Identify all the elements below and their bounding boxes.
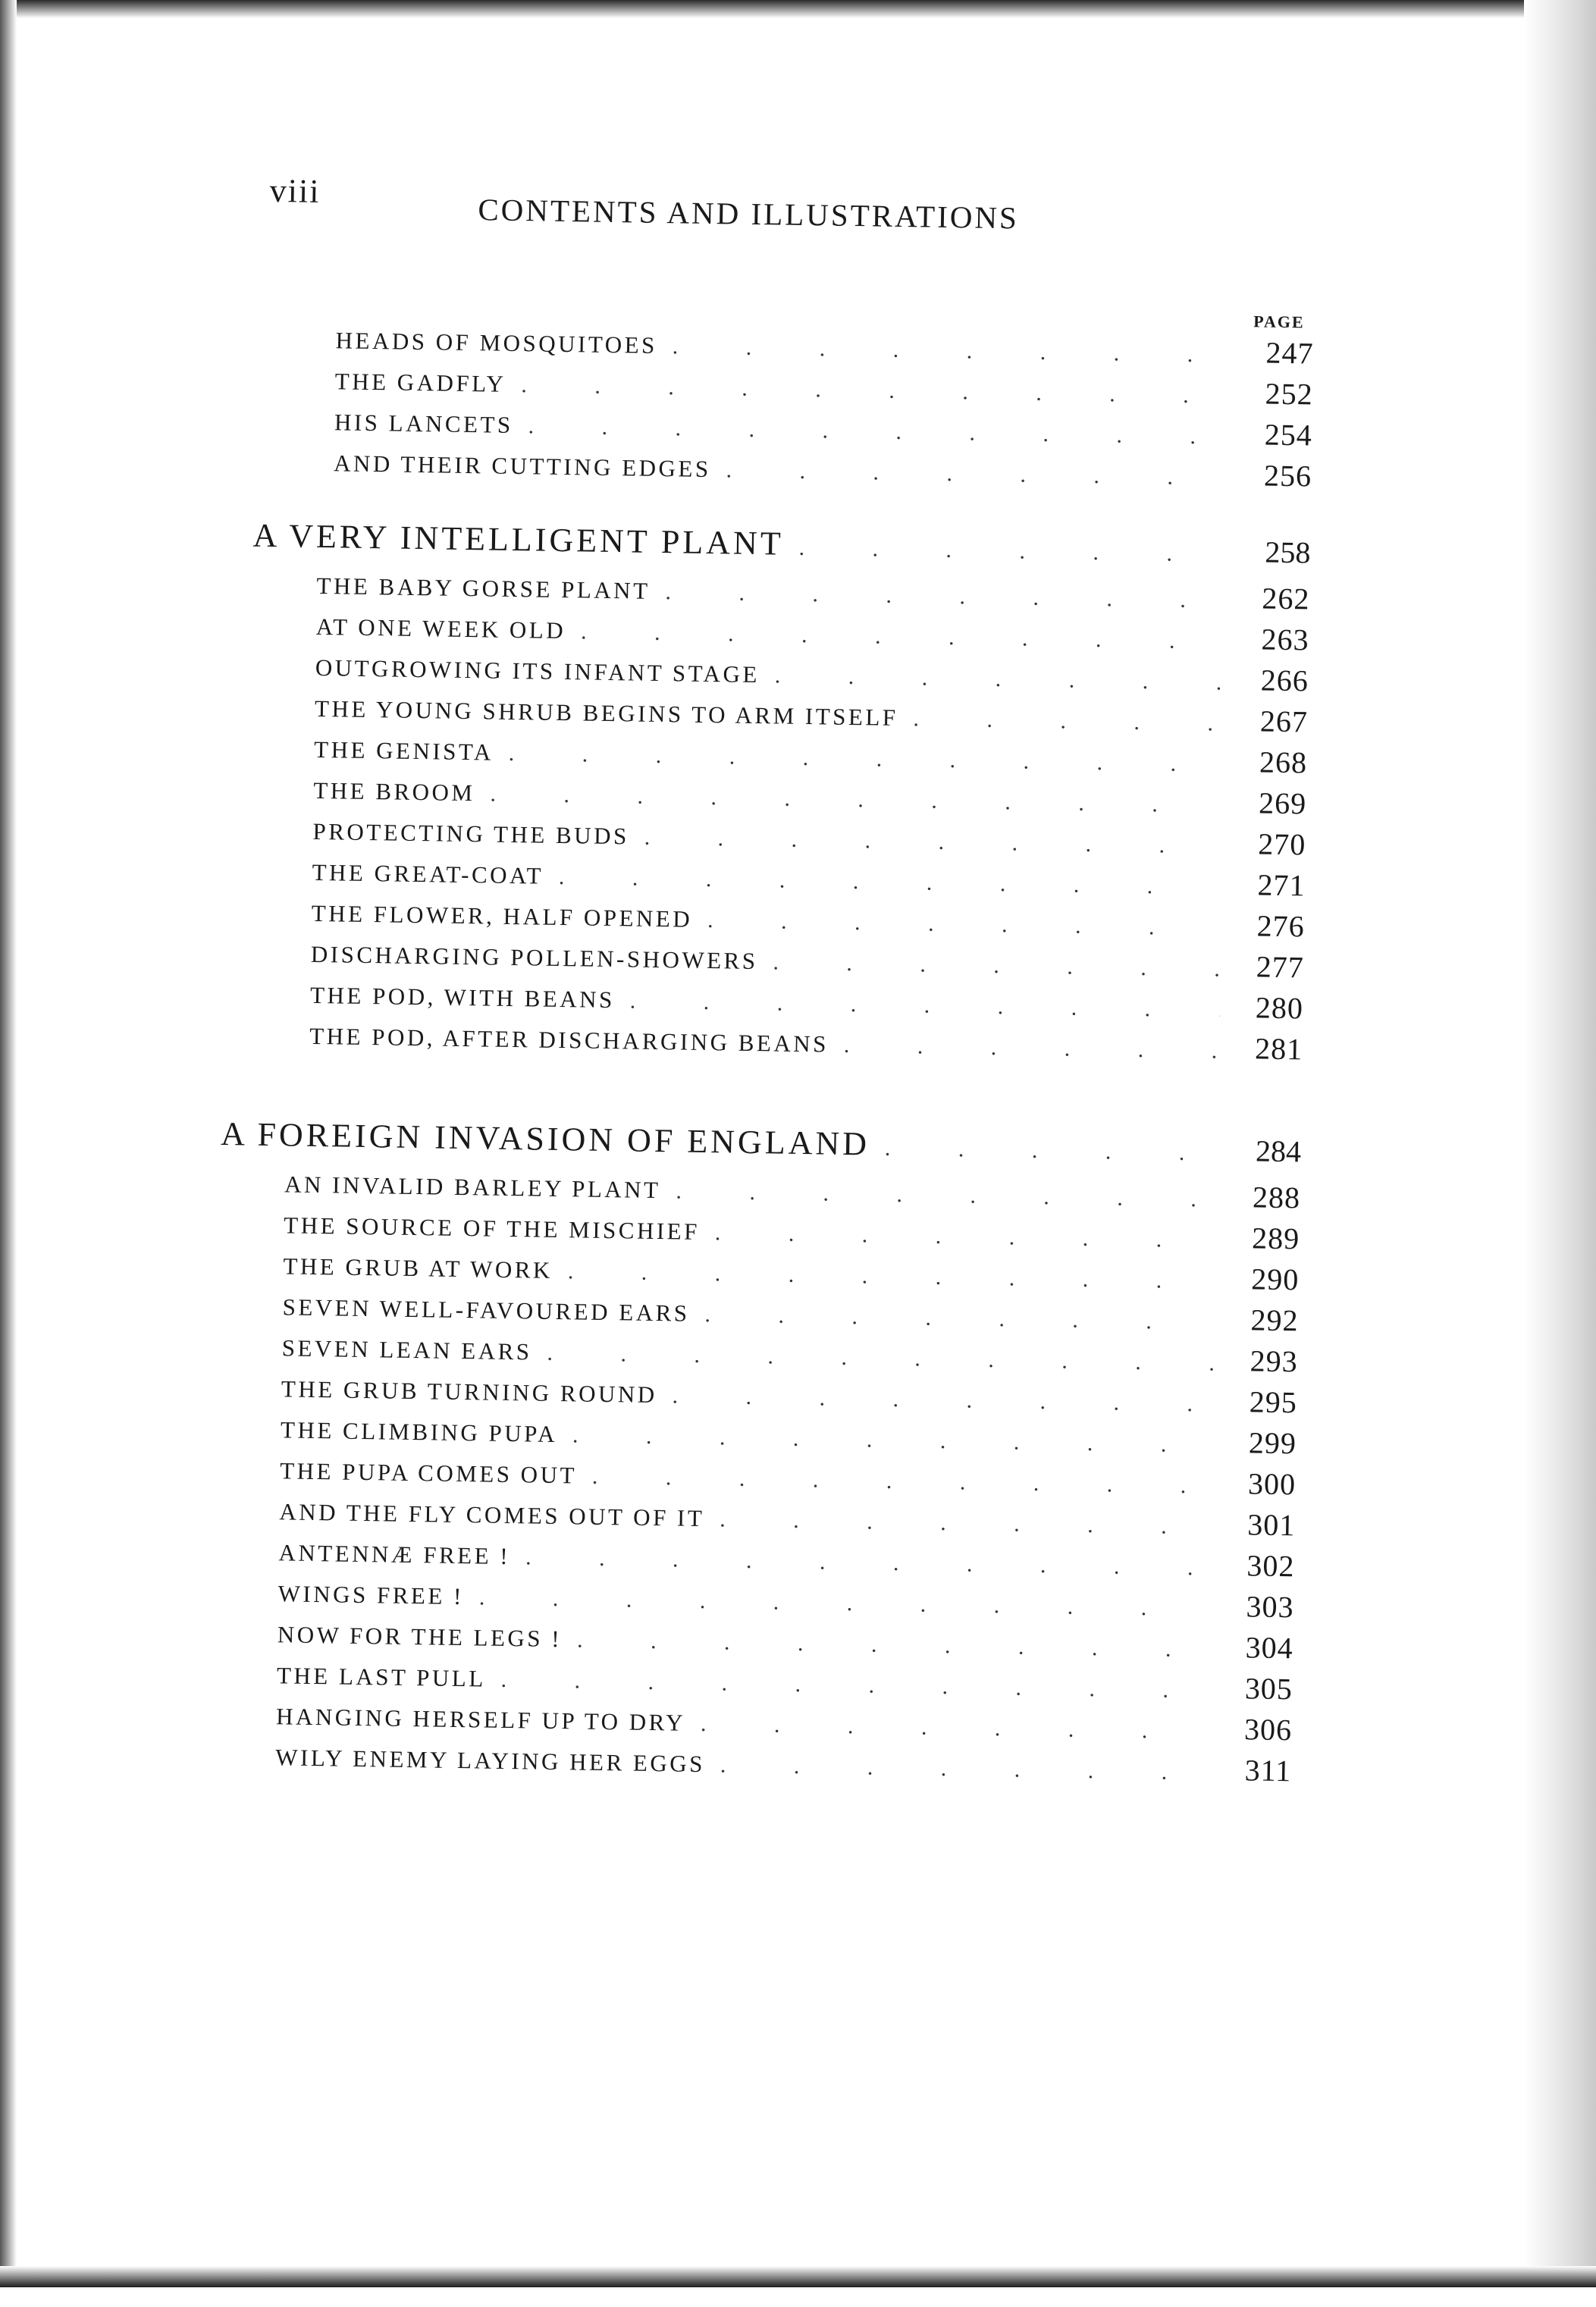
toc-entry-page: 290 bbox=[1251, 1262, 1300, 1297]
toc-entry-label: THE BABY GORSE PLANT bbox=[316, 572, 651, 604]
toc-entry-page: 262 bbox=[1262, 581, 1310, 616]
toc-entry-label: THE LAST PULL bbox=[276, 1662, 486, 1692]
toc-entry-label: THE GRUB AT WORK bbox=[283, 1252, 553, 1284]
toc-entry-page: 300 bbox=[1247, 1466, 1297, 1502]
toc-entry-label: THE GADFLY bbox=[334, 368, 506, 397]
toc-entry-page: 295 bbox=[1249, 1384, 1298, 1420]
toc-entry-page: 303 bbox=[1246, 1589, 1294, 1625]
toc-entry-page: 280 bbox=[1255, 990, 1304, 1026]
toc-section-title: A VERY INTELLIGENT PLANT bbox=[252, 516, 785, 563]
toc-section-foreign-invasion bbox=[211, 1114, 1302, 1794]
toc-entry-page: 269 bbox=[1258, 785, 1307, 821]
toc-entry-page: 299 bbox=[1248, 1425, 1297, 1461]
dot-leader bbox=[592, 1464, 1213, 1500]
toc-entry-label: NOW FOR THE LEGS ! bbox=[277, 1621, 563, 1653]
dot-leader bbox=[720, 1752, 1209, 1785]
toc-entry-label: THE PUPA COMES OUT bbox=[279, 1457, 578, 1489]
dot-leader bbox=[720, 1506, 1212, 1540]
dot-leader bbox=[644, 825, 1222, 860]
toc-entry-page: 267 bbox=[1259, 704, 1309, 739]
toc-entry-page: 289 bbox=[1251, 1221, 1300, 1256]
dot-leader bbox=[701, 1711, 1209, 1745]
toc-entry-page: 288 bbox=[1252, 1180, 1301, 1215]
toc-section-title: A FOREIGN INVASION OF ENGLAND bbox=[220, 1115, 870, 1163]
toc-entry-label: THE BROOM bbox=[313, 776, 475, 807]
toc-entry-page: 263 bbox=[1261, 622, 1309, 657]
toc-entry-page: 311 bbox=[1244, 1753, 1292, 1788]
dot-leader bbox=[559, 864, 1222, 901]
toc-entry-label: AT ONE WEEK OLD bbox=[315, 613, 566, 644]
toc-entry-label: THE FLOWER, HALF OPENED bbox=[311, 899, 693, 933]
toc-entry-label: THE YOUNG SHRUB BEGINS TO ARM ITSELF bbox=[314, 694, 898, 731]
dot-leader bbox=[704, 1302, 1215, 1336]
dot-leader bbox=[726, 457, 1228, 491]
toc-entry-page: 270 bbox=[1258, 826, 1306, 862]
toc-entries bbox=[275, 1164, 1301, 1794]
toc-entry-page: 277 bbox=[1256, 949, 1305, 985]
page-folio: viii bbox=[269, 171, 321, 210]
dot-leader bbox=[525, 1544, 1212, 1581]
dot-leader bbox=[528, 413, 1229, 450]
dot-leader bbox=[707, 907, 1221, 942]
running-head: CONTENTS AND ILLUSTRATIONS bbox=[478, 192, 1020, 236]
dot-leader bbox=[568, 1259, 1216, 1294]
toc-entry-label: THE POD, WITH BEANS bbox=[309, 981, 616, 1014]
toc-entry-page: 268 bbox=[1259, 744, 1308, 780]
toc-entry-label: HIS LANCETS bbox=[334, 409, 513, 438]
toc-entry-label: AN INVALID BARLEY PLANT bbox=[284, 1171, 661, 1204]
dot-leader bbox=[490, 782, 1223, 819]
toc-section-continuation bbox=[334, 320, 1314, 499]
dot-leader bbox=[715, 1220, 1217, 1253]
toc-entry-page: 301 bbox=[1246, 1507, 1296, 1543]
toc-entry-label: AND THEIR CUTTING EDGES bbox=[333, 450, 711, 483]
toc-entry-label: AND THE FLY COMES OUT OF IT bbox=[279, 1498, 705, 1532]
dot-leader bbox=[581, 619, 1226, 654]
toc-entry-label: THE GENISTA bbox=[313, 735, 494, 766]
toc-entry-page: 252 bbox=[1265, 376, 1314, 412]
toc-entry-label: THE GRUB TURNING ROUND bbox=[281, 1375, 657, 1409]
dot-leader bbox=[844, 1033, 1220, 1064]
scan-edge-right bbox=[1524, 0, 1596, 2287]
toc-entry-page: 292 bbox=[1250, 1302, 1299, 1338]
dot-leader bbox=[630, 988, 1221, 1023]
toc-entry-label: HEADS OF MOSQUITOES bbox=[335, 327, 658, 359]
toc-entry-page: 293 bbox=[1250, 1343, 1299, 1379]
toc-entry-label: SEVEN LEAN EARS bbox=[281, 1334, 532, 1365]
toc-entry-label: PROTECTING THE BUDS bbox=[312, 817, 630, 850]
dot-leader bbox=[798, 535, 1227, 568]
toc-entry-label: OUTGROWING ITS INFANT STAGE bbox=[315, 654, 760, 688]
toc-entry-label: HANGING HERSELF UP TO DRY bbox=[275, 1703, 686, 1736]
toc-section-page: 258 bbox=[1265, 534, 1311, 570]
dot-leader bbox=[577, 1627, 1210, 1663]
toc-entry-label: THE POD, AFTER DISCHARGING BEANS bbox=[309, 1022, 829, 1058]
toc-entry-page: 247 bbox=[1265, 335, 1314, 371]
toc-entry-page: 256 bbox=[1263, 458, 1312, 494]
toc-entry-label: DISCHARGING POLLEN-SHOWERS bbox=[310, 940, 758, 975]
dot-leader bbox=[885, 1136, 1218, 1167]
dot-leader bbox=[673, 334, 1231, 368]
toc-entry-page: 302 bbox=[1246, 1548, 1295, 1584]
toc-entry-label: WILY ENEMY LAYING HER EGGS bbox=[275, 1744, 706, 1778]
dot-leader bbox=[547, 1340, 1215, 1377]
dot-leader bbox=[479, 1584, 1211, 1622]
toc-entry-page: 266 bbox=[1260, 663, 1309, 698]
toc-entry-page: 304 bbox=[1245, 1630, 1294, 1666]
toc-entry-label: ANTENNÆ FREE ! bbox=[278, 1539, 511, 1570]
dot-leader bbox=[913, 706, 1224, 736]
page-column-label: PAGE bbox=[1253, 312, 1305, 332]
dot-leader bbox=[500, 1667, 1209, 1704]
toc-entry-label: THE SOURCE OF THE MISCHIEF bbox=[284, 1211, 701, 1245]
toc-section-intelligent-plant bbox=[245, 516, 1311, 1073]
toc-entry-page: 306 bbox=[1243, 1712, 1293, 1747]
toc-entry-label: THE GREAT-COAT bbox=[312, 858, 544, 889]
toc-entry-label: THE CLIMBING PUPA bbox=[280, 1416, 558, 1448]
dot-leader bbox=[775, 663, 1225, 695]
toc-section-page: 284 bbox=[1255, 1133, 1302, 1169]
dot-leader bbox=[521, 372, 1230, 409]
toc-entry-page: 305 bbox=[1244, 1671, 1293, 1707]
toc-entry-page: 281 bbox=[1254, 1031, 1303, 1067]
toc-entry-page: 276 bbox=[1256, 908, 1306, 944]
dot-leader bbox=[665, 579, 1226, 614]
dot-leader bbox=[676, 1178, 1217, 1212]
toc-entry-page: 254 bbox=[1264, 417, 1313, 453]
dot-leader bbox=[572, 1422, 1213, 1458]
dot-leader bbox=[773, 949, 1221, 982]
dot-leader bbox=[509, 741, 1224, 778]
toc-entry-page: 271 bbox=[1257, 867, 1306, 903]
toc-entry-label: SEVEN WELL-FAVOURED EARS bbox=[282, 1293, 690, 1327]
toc-entries bbox=[309, 566, 1310, 1072]
dot-leader bbox=[672, 1383, 1214, 1417]
toc-entry-label: WINGS FREE ! bbox=[277, 1580, 465, 1610]
